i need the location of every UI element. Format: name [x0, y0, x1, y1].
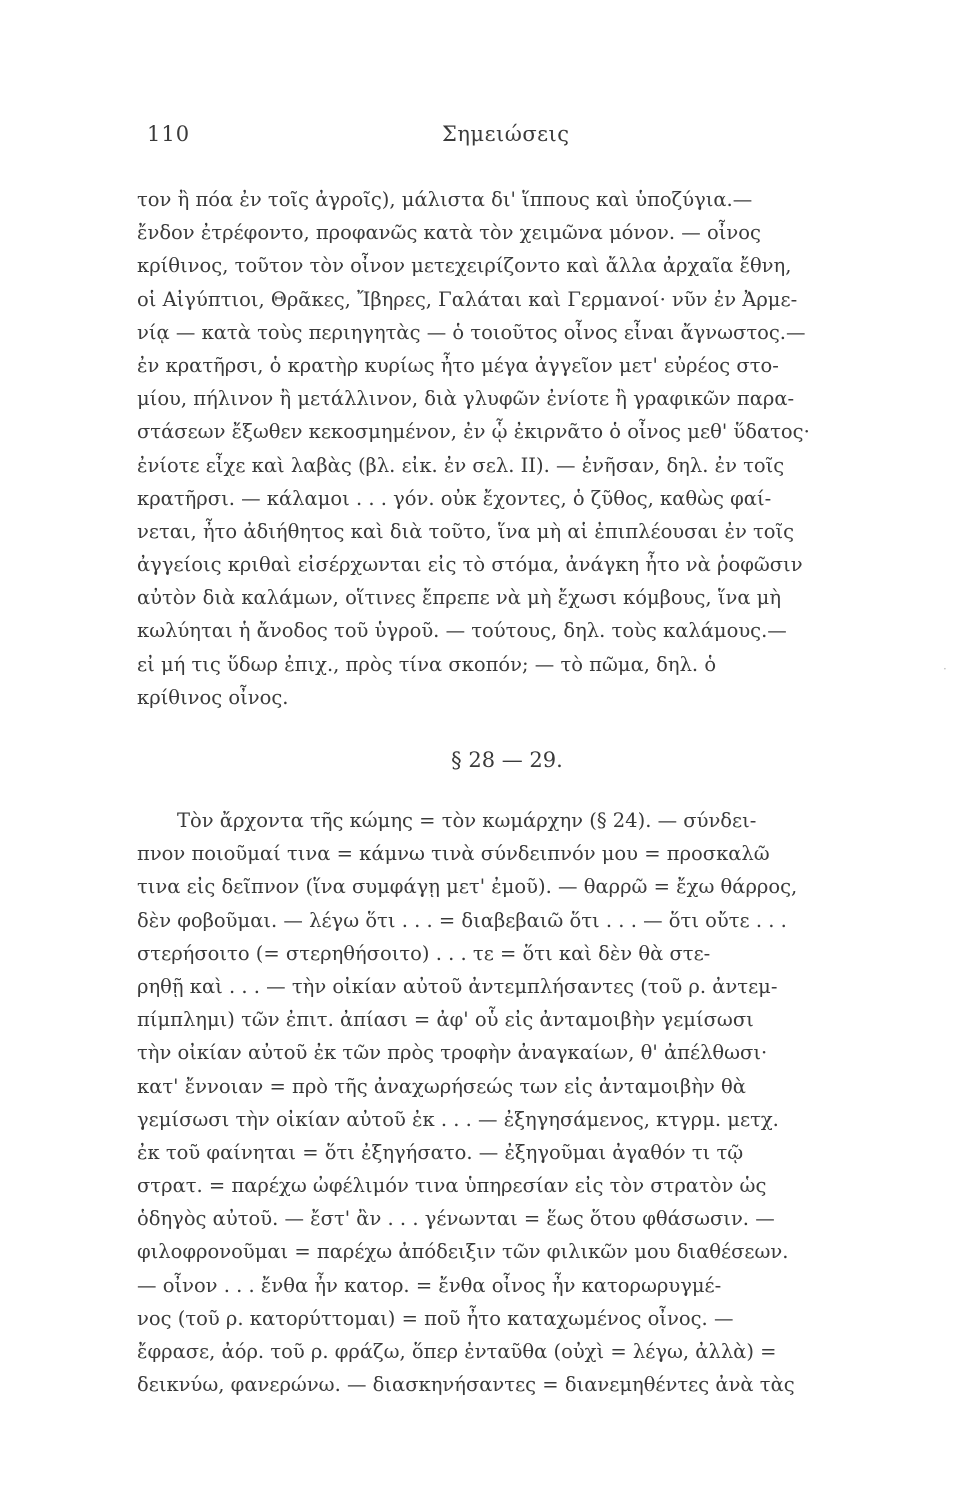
commentary-body: [137, 183, 877, 1401]
text-line: ἀγγείοις κριθαὶ εἰσέρχωνται εἰς τὸ στόμα, ἀνάγκη ἦτο νὰ ῥοφῶσιν: [137, 553, 803, 577]
text-line: τὴν οἰκίαν αὐτοῦ ἐκ τῶν πρὸς τροφὴν ἀναγκαίων, θ' ἀπέλθωσι·: [137, 1041, 768, 1065]
text-line: δὲν φοβοῦμαι. — λέγω ὅτι . . . = διαβεβαιῶ ὅτι . . . — ὅτι οὔτε . . .: [137, 908, 787, 932]
text-line: πνον ποιοῦμαί τινα = κάμνω τινὰ σύνδειπνόν μου = προσκαλῶ: [137, 842, 770, 866]
text-line: κρίθινος, τοῦτον τὸν οἶνον μετεχειρίζοντο καὶ ἄλλα ἀρχαῖα ἔθνη,: [137, 254, 792, 278]
text-line: νίᾳ — κατὰ τοὺς περιηγητὰς — ὁ τοιοῦτος οἶνος εἶναι ἄγνωστος.—: [137, 320, 806, 344]
text-line: κρίθινος οἶνος.: [137, 685, 289, 709]
text-line: πίμπλημι) τῶν ἐπιτ. ἀπίασι = ἀφ' οὗ εἰς ἀνταμοιβὴν γεμίσωσι: [137, 1008, 754, 1032]
text-line: ὁδηγὸς αὐτοῦ. — ἔστ' ἂν . . . γένωνται = ἕως ὅτου φθάσωσιν. —: [137, 1207, 775, 1231]
text-line: Τὸν ἄρχοντα τῆς κώμης = τὸν κωμάρχην (§ 24). — σύνδει-: [177, 809, 757, 832]
text-line: οἱ Αἰγύπτιοι, Θρᾶκες, Ἴβηρες, Γαλάται καὶ Γερμανοί· νῦν ἐν Ἀρμε-: [137, 287, 798, 311]
text-line: τον ἢ πόα ἐν τοῖς ἀγροῖς), μάλιστα δι' ἵππους καὶ ὑποζύγια.—: [137, 188, 753, 211]
text-line: τινα εἰς δεῖπνον (ἵνα συμφάγῃ μετ' ἐμοῦ). — θαρρῶ = ἔχω θάρρος,: [137, 875, 798, 899]
text-line: ἐκ τοῦ φαίνηται = ὅτι ἐξηγήσατο. — ἐξηγοῦμαι ἀγαθόν τι τῷ: [137, 1140, 744, 1164]
text-line: ἔφρασε, ἀόρ. τοῦ ρ. φράζω, ὅπερ ἐνταῦθα (οὐχὶ = λέγω, ἀλλὰ) =: [137, 1340, 777, 1363]
margin-mark: ·: [943, 662, 947, 676]
text-line: στρατ. = παρέχω ὠφέλιμόν τινα ὑπηρεσίαν εἰς τὸν στρατὸν ὡς: [137, 1174, 767, 1198]
text-line: κατ' ἔννοιαν = πρὸ τῆς ἀναχωρήσεώς των εἰς ἀνταμοιβὴν θὰ: [137, 1074, 746, 1098]
running-title: Σημειώσεις: [442, 122, 570, 146]
text-line: κρατῆρσι. — κάλαμοι . . . γόν. οὐκ ἔχοντες, ὁ ζῦθος, καθὼς φαί-: [137, 486, 772, 510]
text-line: ρηθῇ καὶ . . . — τὴν οἰκίαν αὐτοῦ ἀντεμπλήσαντες (τοῦ ρ. ἀντεμ-: [137, 974, 778, 998]
page-header: [147, 122, 877, 162]
text-line: νεται, ἦτο ἀδιήθητος καὶ διὰ τοῦτο, ἵνα μὴ αἱ ἐπιπλέουσαι ἐν τοῖς: [137, 519, 795, 543]
text-line: γεμίσωσι τὴν οἰκίαν αὐτοῦ ἐκ . . . — ἐξηγησάμενος, κτγρμ. μετχ.: [137, 1107, 779, 1131]
text-line: κωλύηται ἡ ἄνοδος τοῦ ὑγροῦ. — τούτους, δηλ. τοὺς καλάμους.—: [137, 619, 787, 643]
text-line: ἐν κρατῆρσι, ὁ κρατὴρ κυρίως ἦτο μέγα ἀγγεῖον μετ' εὐρέος στο-: [137, 353, 779, 377]
text-line: ἐνίοτε εἶχε καὶ λαβὰς (βλ. εἰκ. ἐν σελ. II). — ἐνῆσαν, δηλ. ἐν τοῖς: [137, 453, 785, 477]
text-line: φιλοφρονοῦμαι = παρέχω ἀπόδειξιν τῶν φιλικῶν μου διαθέσεων.: [137, 1240, 789, 1264]
text-line: ἔνδον ἐτρέφοντο, προφανῶς κατὰ τὸν χειμῶνα μόνον. — οἶνος: [137, 221, 761, 245]
text-line: αὐτὸν διὰ καλάμων, οἵτινες ἔπρεπε νὰ μὴ ἔχωσι κόμβους, ἵνα μὴ: [137, 586, 782, 610]
text-line: δεικνύω, φανερώνω. — διασκηνήσαντες = διανεμηθέντες ἀνὰ τὰς: [137, 1373, 795, 1397]
text-line: εἰ μή τις ὕδωρ ἐπιχ., πρὸς τίνα σκοπόν; — τὸ πῶμα, δηλ. ὁ: [137, 652, 717, 676]
text-line: νος (τοῦ ρ. κατορύττομαι) = ποῦ ἦτο καταχωμένος οἶνος. —: [137, 1306, 734, 1330]
text-line: μίου, πήλινον ἢ μετάλλινον, διὰ γλυφῶν ἐνίοτε ἢ γραφικῶν παρα-: [137, 387, 795, 411]
page-number: 110: [147, 122, 191, 146]
text-line: — οἶνον . . . ἔνθα ἦν κατορ. = ἔνθα οἶνος ἦν κατορωρυγμέ-: [137, 1273, 722, 1297]
text-line: στάσεων ἔξωθεν κεκοσμημένον, ἐν ᾧ ἐκιρνᾶτο ὁ οἶνος μεθ' ὕδατος·: [137, 420, 810, 444]
section-heading: § 28 — 29.: [451, 748, 563, 772]
text-line: στερήσοιτο (= στερηθήσοιτο) . . . τε = ὅτι καὶ δὲν θὰ στε-: [137, 941, 711, 965]
